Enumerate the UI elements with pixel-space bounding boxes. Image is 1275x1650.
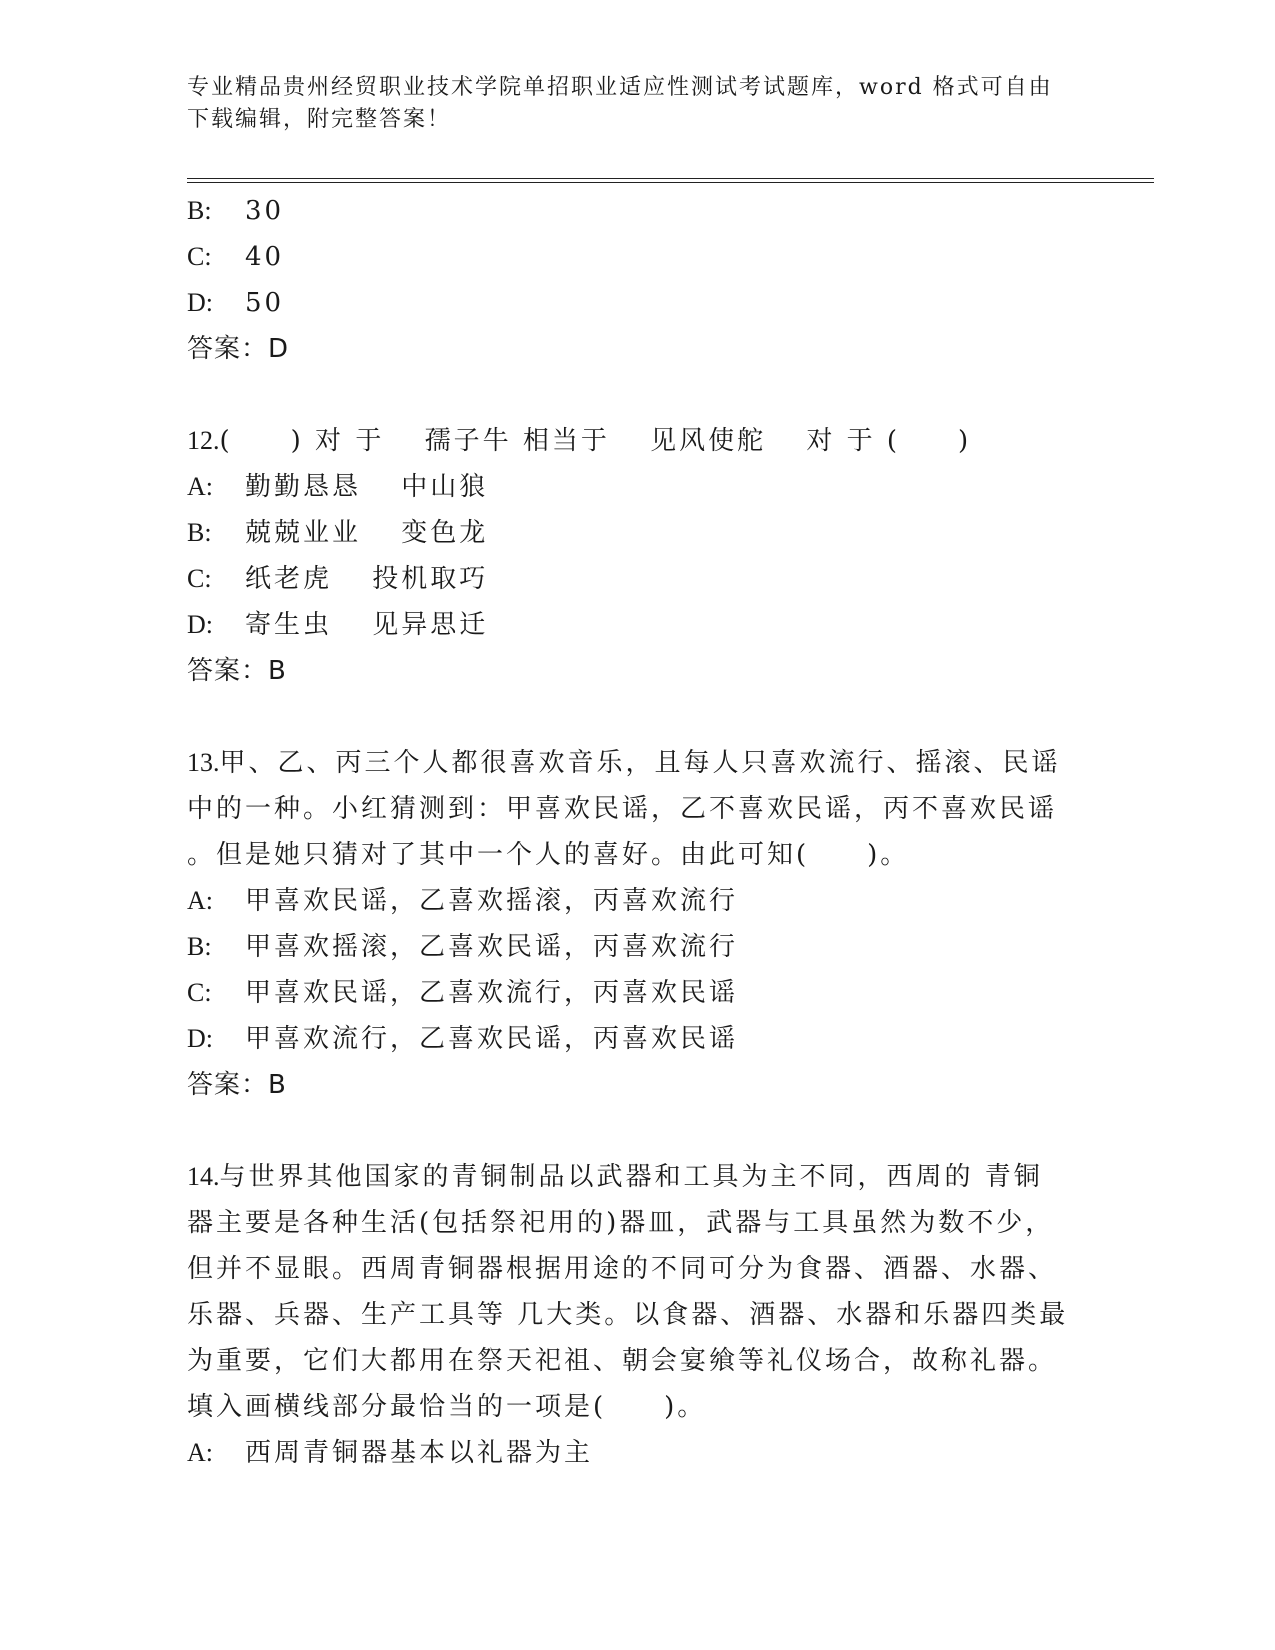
header-title-line-2: 下载编辑，附完整答案！ xyxy=(187,107,452,132)
question-stem-text: 与世界其他国家的青铜制品以武器和工具为主不同，西周的 青铜 xyxy=(219,1162,1043,1192)
question-number: 13. xyxy=(187,748,220,777)
option-label: D: xyxy=(187,288,213,317)
option-b xyxy=(187,510,1087,556)
option-label: C: xyxy=(187,564,212,593)
answer-line: 答案：B xyxy=(187,656,287,686)
question-number: 12. xyxy=(187,426,220,455)
option-d xyxy=(187,602,1087,648)
question-stem-line-2: 中的一种。小红猜测到：甲喜欢民谣，乙不喜欢民谣，丙不喜欢民谣 xyxy=(187,794,1058,824)
header-title-line-1: 专业精品贵州经贸职业技术学院单招职业适应性测试考试题库，word 格式可自由 xyxy=(187,75,1053,100)
option-text: 西周青铜器基本以礼器为主 xyxy=(245,1438,594,1468)
option-b xyxy=(187,188,1087,234)
question-12 xyxy=(187,418,1087,694)
option-text: 寄生虫 见异思迁 xyxy=(245,610,489,640)
option-d xyxy=(187,1016,1087,1062)
header-rule-bottom xyxy=(187,182,1154,183)
spacer xyxy=(187,694,1087,740)
option-c xyxy=(187,970,1087,1016)
option-b xyxy=(187,924,1087,970)
spacer xyxy=(187,1108,1087,1154)
option-c xyxy=(187,234,1087,280)
question-14 xyxy=(187,1154,1087,1476)
option-label: B: xyxy=(187,932,212,961)
option-label: A: xyxy=(187,472,213,501)
answer-line: 答案：B xyxy=(187,1070,287,1100)
question-stem xyxy=(187,418,1087,464)
option-label: A: xyxy=(187,886,213,915)
question-stem-line-5: 为重要，它们大都用在祭天祀祖、朝会宴飨等礼仪场合，故称礼器。 xyxy=(187,1346,1058,1376)
option-label: C: xyxy=(187,978,212,1007)
option-label: C: xyxy=(187,242,212,271)
option-label: A: xyxy=(187,1438,213,1467)
option-text: 50 xyxy=(245,288,285,318)
option-a xyxy=(187,464,1087,510)
option-label: D: xyxy=(187,610,213,639)
option-text: 兢兢业业 变色龙 xyxy=(245,518,489,548)
question-stem-text: 甲、乙、丙三个人都很喜欢音乐，且每人只喜欢流行、摇滚、民谣 xyxy=(219,748,1061,778)
option-label: D: xyxy=(187,1024,213,1053)
option-label: B: xyxy=(187,196,212,225)
option-text: 30 xyxy=(245,196,285,226)
option-label: B: xyxy=(187,518,212,547)
option-text: 甲喜欢摇滚，乙喜欢民谣，丙喜欢流行 xyxy=(245,932,739,962)
option-c xyxy=(187,556,1087,602)
question-stem-text: ( ) 对 于 孺子牛 相当于 见风使舵 对 于 ( ) xyxy=(219,426,972,456)
question-stem-line-6: 填入画横线部分最恰当的一项是( )。 xyxy=(187,1392,707,1422)
option-text: 纸老虎 投机取巧 xyxy=(245,564,489,594)
question-13 xyxy=(187,740,1087,1108)
question-stem-line-3: 。但是她只猜对了其中一个人的喜好。由此可知( )。 xyxy=(187,840,910,870)
option-text: 40 xyxy=(245,242,285,272)
question-number: 14. xyxy=(187,1162,220,1191)
answer-line: 答案：D xyxy=(187,334,290,364)
question-stem-line-3: 但并不显眼。西周青铜器根据用途的不同可分为食器、酒器、水器、 xyxy=(187,1254,1058,1284)
option-text: 甲喜欢民谣，乙喜欢流行，丙喜欢民谣 xyxy=(245,978,739,1008)
question-stem-line-1 xyxy=(187,1154,1087,1200)
question-stem-line-1 xyxy=(187,740,1087,786)
question-stem-line-4: 乐器、兵器、生产工具等 几大类。以食器、酒器、水器和乐器四类最 xyxy=(187,1300,1069,1330)
question-11-tail xyxy=(187,188,1087,372)
question-content xyxy=(187,188,1087,1476)
page-header xyxy=(187,72,1067,136)
option-a xyxy=(187,1430,1087,1476)
option-text: 甲喜欢流行，乙喜欢民谣，丙喜欢民谣 xyxy=(245,1024,739,1054)
spacer xyxy=(187,372,1087,418)
option-text: 甲喜欢民谣，乙喜欢摇滚，丙喜欢流行 xyxy=(245,886,739,916)
option-text: 勤勤恳恳 中山狼 xyxy=(245,472,489,502)
question-stem-line-2: 器主要是各种生活(包括祭祀用的)器皿，武器与工具虽然为数不少， xyxy=(187,1208,1055,1238)
option-a xyxy=(187,878,1087,924)
option-d xyxy=(187,280,1087,326)
header-rule-top xyxy=(187,178,1154,179)
